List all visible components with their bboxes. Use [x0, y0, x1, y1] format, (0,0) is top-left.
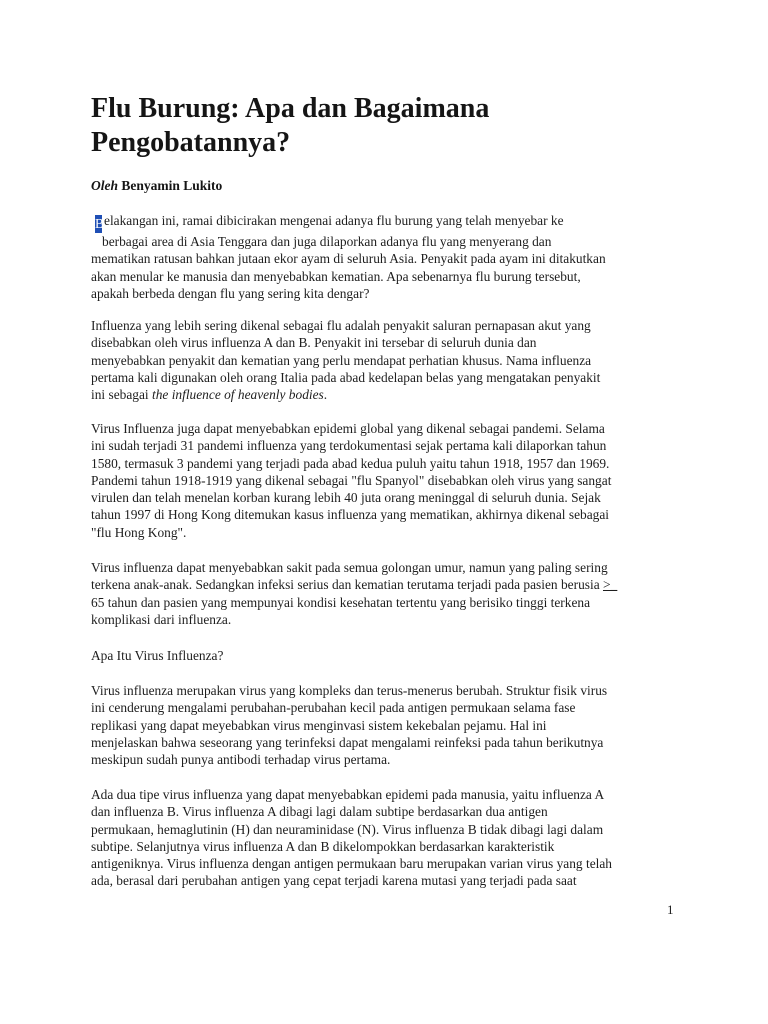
line-text: elakangan ini, ramai dibicirakan mengenai adanya flu burung yang telah menyebar ke [104, 213, 564, 228]
paragraph-line: 65 tahun dan pasien yang mempunyai kondisi kesehatan tertentu yang berisiko tinggi terkena [91, 594, 591, 610]
author-byline [91, 177, 222, 195]
paragraph-line: Virus influenza dapat menyebabkan sakit pada semua golongan umur, namun yang paling sering [91, 560, 608, 575]
paragraph-line: menjelaskan bahwa seseorang yang terinfeksi dapat mengalami reinfeksi pada tahun berikutnya [91, 734, 604, 750]
paragraph-line: 1580, termasuk 3 pandemi yang terjadi pada abad kedua puluh yaitu tahun 1918, 1957 dan 1969. [91, 455, 610, 471]
paragraph-line: Influenza yang lebih sering dikenal sebagai flu adalah penyakit saluran pernapasan akut yang [91, 318, 591, 333]
paragraph-age-groups [91, 559, 691, 628]
paragraph-line: antigeniknya. Virus influenza dengan antigen permukaan baru merupakan varian virus yang telah [91, 856, 612, 872]
italic-phrase: the influence of heavenly bodies [151, 387, 324, 403]
drop-cap-letter: B [95, 216, 104, 231]
paragraph-influenza-definition [91, 317, 691, 403]
paragraph-line: mematikan ratusan bahkan jutaan ekor ayam di seluruh Asia. Penyakit pada ayam ini ditakutkan [91, 251, 606, 267]
paragraph-line: "flu Hong Kong". [91, 524, 187, 540]
paragraph-intro [91, 212, 691, 302]
paragraph-line: Virus influenza merupakan virus yang kompleks dan terus-menerus berubah. Struktur fisik virus [91, 683, 608, 698]
paragraph-line: berbagai area di Asia Tenggara dan juga dilaporkan adanya flu yang menyerang dan [102, 234, 552, 249]
paragraph-line: apakah berbeda dengan flu yang sering kita dengar? [91, 285, 370, 301]
page-number: 1 [667, 902, 674, 917]
paragraph-line: Pandemi tahun 1918-1919 yang dikenal sebagai "flu Spanyol" disebabkan oleh virus yang sangat [91, 472, 612, 488]
section-heading: Apa Itu Virus Influenza? [91, 648, 224, 663]
paragraph-line: ini cenderung mengalami perubahan-perubahan kecil pada antigen permukaan selama fase [91, 700, 576, 716]
paragraph-line: tahun 1997 di Hong Kong ditemukan kasus influenza yang mematikan, akhirnya dikenal sebagai [91, 507, 610, 523]
paragraph-line: komplikasi dari influenza. [91, 611, 232, 627]
paragraph-virus-structure [91, 682, 691, 768]
paragraph-line: permukaan, hemaglutinin (H) dan neuraminidase (N). Virus influenza B tidak dibagi lagi dalam [91, 821, 604, 837]
line-text: terkena anak-anak. Sedangkan infeksi serius dan kematian terutama terjadi pada pasien berusia [91, 577, 603, 593]
paragraph-line: meskipun sudah punya antibodi terhadap virus pertama. [91, 752, 391, 768]
paragraph-line [91, 576, 691, 593]
paragraph-line: disebabkan oleh virus influenza A dan B. Penyakit ini tersebar di seluruh dunia dan [91, 335, 537, 351]
paragraph-virus-types [91, 786, 691, 890]
paragraph-line: Virus Influenza juga dapat menyebabkan epidemi global yang dikenal sebagai pandemi. Selama [91, 421, 605, 436]
article-title: Flu Burung: Apa dan Bagaimana Pengobatannya? [91, 93, 490, 158]
paragraph-line: akan menular ke manusia dan menyebabkan kematian. Apa sebenarnya flu burung tersebut, [91, 268, 581, 284]
byline-prefix: Oleh [91, 178, 118, 193]
paragraph-line: menyebabkan penyakit dan kematian yang perlu mendapat perhatian khusus. Nama influenza [91, 352, 592, 368]
line-text: . [323, 387, 328, 403]
paragraph-line [91, 212, 691, 233]
paragraph-line: pertama kali digunakan oleh orang Italia pada abad kedelapan belas yang mengatakan penyakit [91, 369, 601, 385]
paragraph-pandemic-history [91, 420, 691, 541]
paragraph-line: ini sudah terjadi 31 pandemi influenza yang terdokumentasi sejak pertama kali dilaporkan tahun [91, 438, 607, 454]
paragraph-line: virulen dan telah menelan korban kurang lebih 40 juta orang meninggal di seluruh dunia. Sejak [91, 490, 601, 506]
line-text: ini sebagai [91, 387, 152, 403]
paragraph-line: dan influenza B. Virus influenza A dibagi lagi dalam subtipe berdasarkan dua antigen [91, 804, 548, 820]
paragraph-line: subtipe. Selanjutnya virus influenza A dan B dikelompokkan berdasarkan karakteristik [91, 838, 555, 854]
paragraph-line: Ada dua tipe virus influenza yang dapat menyebabkan epidemi pada manusia, yaitu influenza A [91, 787, 605, 802]
paragraph-line: replikasi yang dapat meyebabkan virus menginvasi sistem kekebalan pejamu. Hal ini [91, 717, 547, 733]
paragraph-line: ada, berasal dari perubahan antigen yang cepat terjadi karena mutasi yang terjadi pada saat [91, 873, 577, 889]
paragraph-line [91, 386, 691, 403]
greater-equal-symbol: >_ [602, 577, 618, 593]
author-name: Benyamin Lukito [121, 178, 223, 193]
